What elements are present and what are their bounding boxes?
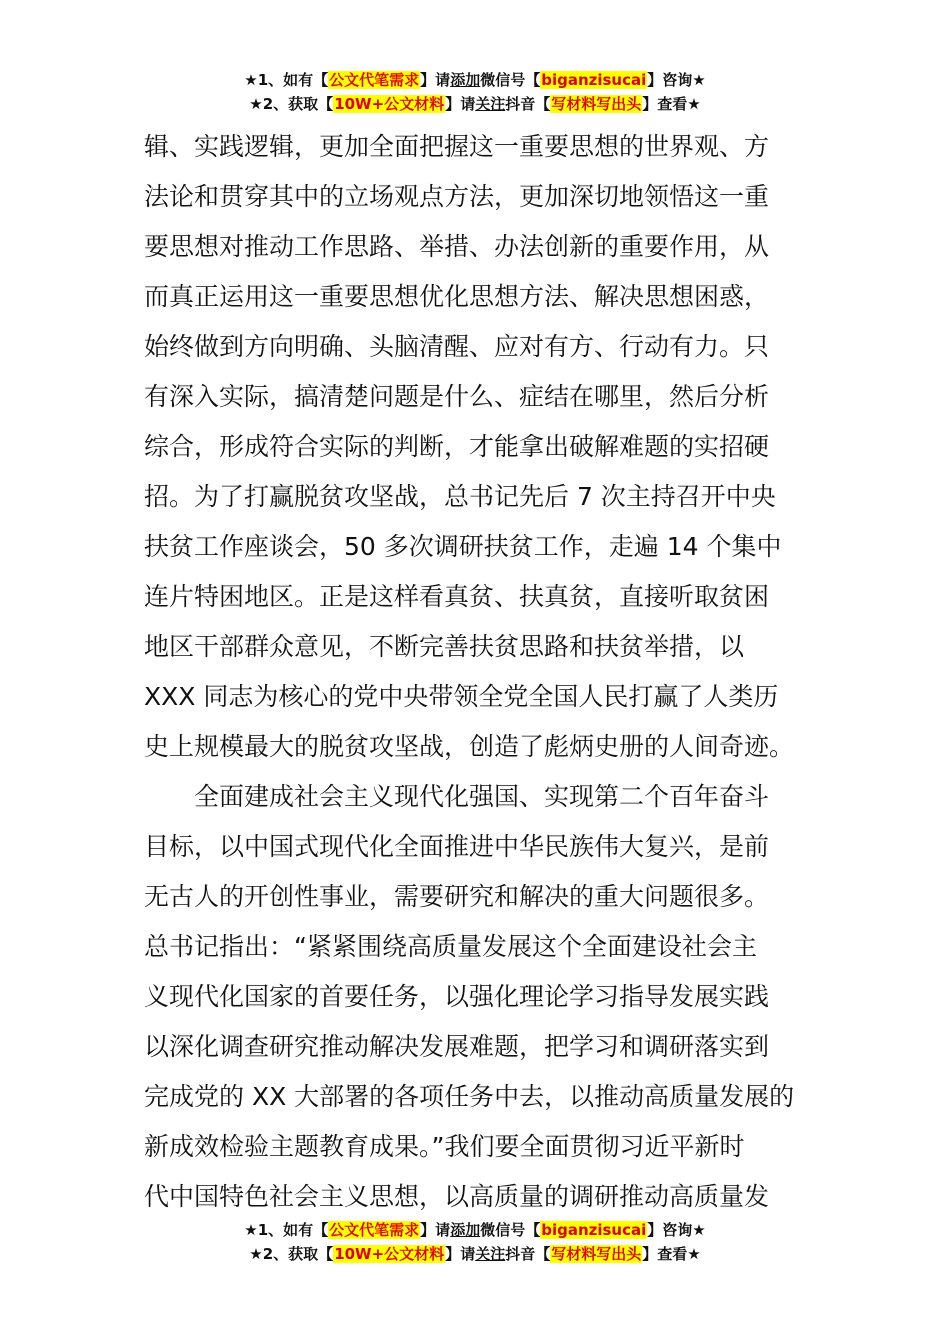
text-line: 辑、实践逻辑，更加全面把握这一重要思想的世界观、方 <box>144 132 770 161</box>
text-line: XXX 同志为核心的党中央带领全党全国人民打赢了人类历 <box>144 682 779 711</box>
highlight-tag: 写材料写出头 <box>551 1245 642 1263</box>
highlight-tag: 写材料写出头 <box>551 95 642 113</box>
underlined-text: 关注 <box>475 1245 506 1263</box>
banner-text: ★1、如有【 <box>244 71 329 89</box>
banner-line-2 <box>0 1242 950 1266</box>
text-line: 扶贫工作座谈会，50 多次调研扶贫工作，走遍 14 个集中 <box>144 532 782 561</box>
banner-text: 微信号【 <box>480 71 541 89</box>
highlight-tag: 10W+公文材料 <box>334 95 445 113</box>
text-line: 义现代化国家的首要任务，以强化理论学习指导发展实践 <box>144 982 770 1011</box>
text-line: 无古人的开创性事业，需要研究和解决的重大问题很多。 <box>144 882 770 911</box>
highlight-tag: 公文代笔需求 <box>329 1221 420 1239</box>
banner-text: ★2、获取【 <box>249 95 334 113</box>
text-line: 法论和贯穿其中的立场观点方法，更加深切地领悟这一重 <box>144 182 770 211</box>
highlight-tag: biganzisucai <box>541 1221 647 1239</box>
banner-line-2 <box>0 92 950 116</box>
underlined-text: 添加 <box>450 71 481 89</box>
paragraph-2 <box>144 772 809 1222</box>
text-line: 目标，以中国式现代化全面推进中华民族伟大复兴，是前 <box>144 832 770 861</box>
text-line: 以深化调查研究推动解决发展难题，把学习和调研落实到 <box>144 1032 770 1061</box>
banner-text: 抖音【 <box>505 1245 551 1263</box>
banner-text: 】查看★ <box>642 1245 701 1263</box>
banner-line-1 <box>0 1218 950 1242</box>
banner-text: 】请 <box>445 95 476 113</box>
paragraph-1 <box>144 122 809 772</box>
highlight-tag: 10W+公文材料 <box>334 1245 445 1263</box>
text-line: 招。为了打赢脱贫攻坚战，总书记先后 7 次主持召开中央 <box>144 482 776 511</box>
banner-text: 】查看★ <box>642 95 701 113</box>
footer-banner <box>0 1218 950 1266</box>
underlined-text: 关注 <box>475 95 506 113</box>
text-line: 地区干部群众意见，不断完善扶贫思路和扶贫举措，以 <box>144 632 745 661</box>
banner-text: 】咨询★ <box>647 1221 706 1239</box>
banner-text: ★2、获取【 <box>249 1245 334 1263</box>
text-line: 连片特困地区。正是这样看真贫、扶真贫，直接听取贫困 <box>144 582 770 611</box>
banner-text: 】请 <box>420 71 451 89</box>
highlight-tag: biganzisucai <box>541 71 647 89</box>
text-line: 代中国特色社会主义思想，以高质量的调研推动高质量发 <box>144 1182 770 1211</box>
banner-text: 微信号【 <box>480 1221 541 1239</box>
banner-text: 】请 <box>420 1221 451 1239</box>
banner-text: 】咨询★ <box>647 71 706 89</box>
text-line: 有深入实际，搞清楚问题是什么、症结在哪里，然后分析 <box>144 382 770 411</box>
text-line: 始终做到方向明确、头脑清醒、应对有方、行动有力。只 <box>144 332 770 361</box>
underlined-text: 添加 <box>450 1221 481 1239</box>
header-banner <box>0 68 950 116</box>
text-line: 完成党的 XX 大部署的各项任务中去，以推动高质量发展的 <box>144 1082 795 1111</box>
text-line: 新成效检验主题教育成果。”我们要全面贯彻习近平新时 <box>144 1132 745 1161</box>
text-line: 而真正运用这一重要思想优化思想方法、解决思想困惑， <box>144 282 770 311</box>
banner-text: ★1、如有【 <box>244 1221 329 1239</box>
banner-text: 】请 <box>445 1245 476 1263</box>
banner-text: 抖音【 <box>505 95 551 113</box>
banner-line-1 <box>0 68 950 92</box>
text-line: 全面建成社会主义现代化强国、实现第二个百年奋斗 <box>194 782 770 811</box>
text-line: 要思想对推动工作思路、举措、办法创新的重要作用，从 <box>144 232 770 261</box>
text-line: 史上规模最大的脱贫攻坚战，创造了彪炳史册的人间奇迹。 <box>144 732 795 761</box>
text-line: 综合，形成符合实际的判断，才能拿出破解难题的实招硬 <box>144 432 770 461</box>
text-line: 总书记指出：“紧紧围绕高质量发展这个全面建设社会主 <box>144 932 757 961</box>
document-body <box>144 122 809 1222</box>
highlight-tag: 公文代笔需求 <box>329 71 420 89</box>
